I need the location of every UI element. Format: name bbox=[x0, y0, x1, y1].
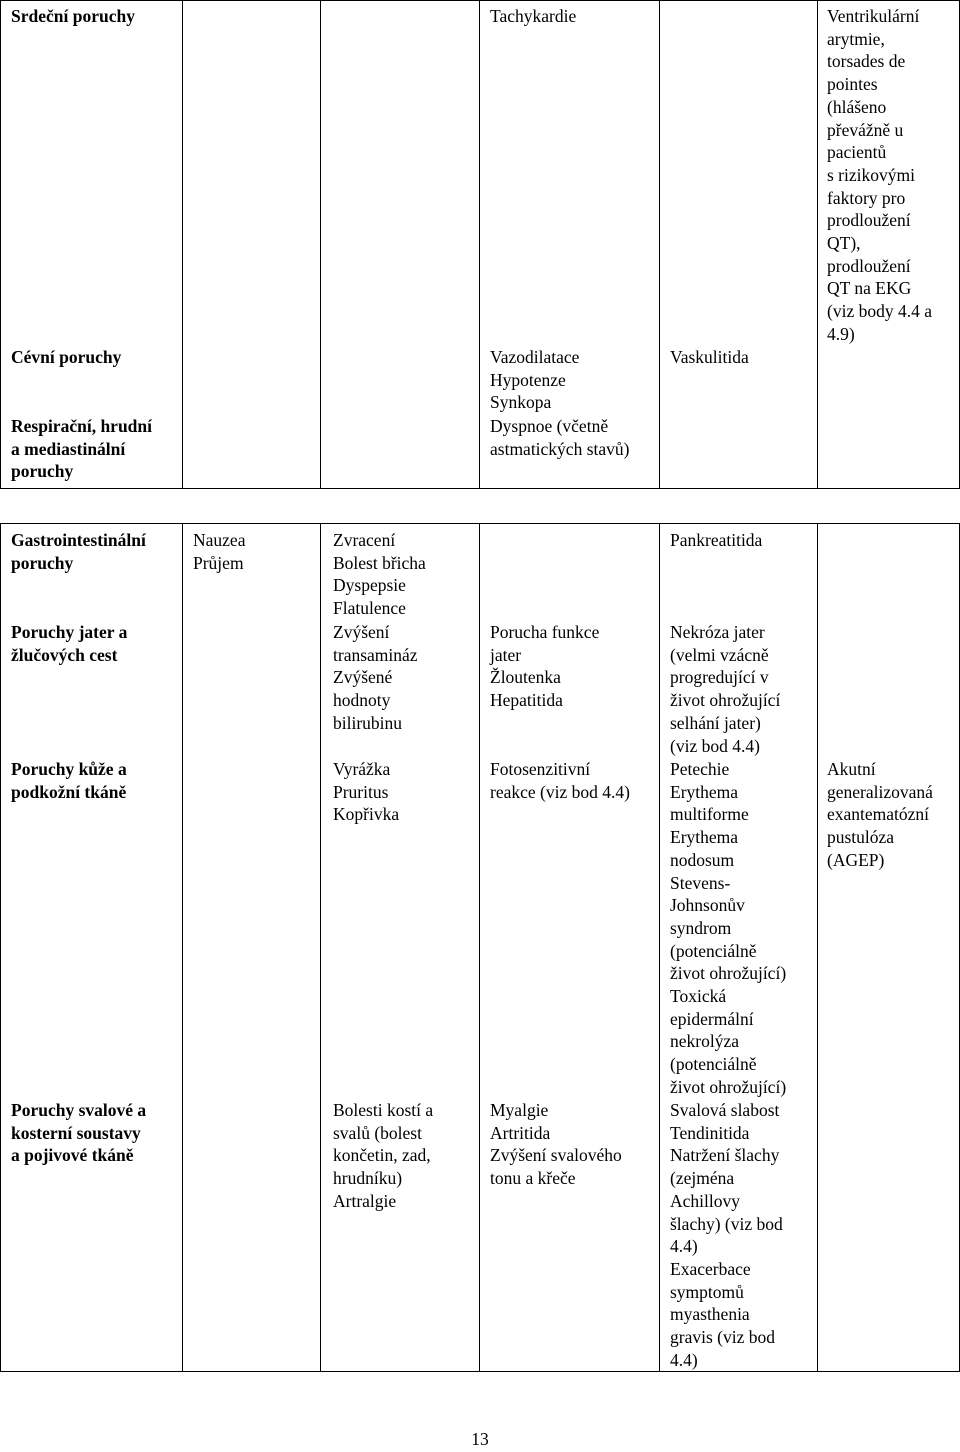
table2-col-divider bbox=[182, 523, 183, 1372]
table1-col-divider bbox=[479, 0, 480, 489]
table2-cell-fotosenzitivni: Fotosenzitivní reakce (viz bod 4.4) bbox=[490, 759, 630, 802]
table2-row-category: Gastrointestinální poruchy bbox=[11, 530, 146, 573]
table2-cell-myalgie: Myalgie Artritida Zvýšení svalového tonu a křeče bbox=[490, 1100, 622, 1189]
table1-row-category: Cévní poruchy bbox=[11, 347, 122, 367]
table1-cell-ventricular-arrhythmia: Ventrikulární arytmie, torsades de pointes (hlášeno převážně u pacientů s rizikovými faktory pro prodloužení QT), prodloužení QT na EKG (viz body 4.4 a 4.9) bbox=[827, 6, 932, 344]
table1-border-bottom bbox=[0, 488, 960, 489]
table2-col-divider bbox=[817, 523, 818, 1372]
table1-row-category: Respirační, hrudní a mediastinální poruchy bbox=[11, 416, 152, 482]
table2-border-left bbox=[0, 523, 1, 1372]
table2-row-category: Poruchy jater a žlučových cest bbox=[11, 622, 128, 665]
table2-cell-zvraceni: Zvracení Bolest břicha Dyspepsie Flatulence bbox=[333, 530, 426, 619]
table2-col-divider bbox=[479, 523, 480, 1372]
table1-col-divider bbox=[817, 0, 818, 489]
table2-cell-petechie: Petechie Erythema multiforme Erythema nodosum Stevens- Johnsonův syndrom (potenciálně život ohrožující) Toxická epidermální nekrolýza (potenciálně život ohrožující) bbox=[670, 759, 787, 1097]
table2-cell-nauzea: Nauzea Průjem bbox=[193, 530, 246, 573]
table1-row-category: Srdeční poruchy bbox=[11, 6, 135, 26]
table2-cell-porucha-funkce-jater: Porucha funkce jater Žloutenka Hepatitida bbox=[490, 622, 600, 711]
table2-border-top bbox=[0, 523, 960, 524]
table2-cell-vyrazka: Vyrážka Pruritus Kopřivka bbox=[333, 759, 400, 825]
table2-cell-svalova-slabost: Svalová slabost Tendinitida Natržení šlachy (zejména Achillovy šlachy) (viz bod 4.4) Exacerbace symptomů myasthenia gravis (viz bod 4.4) bbox=[670, 1100, 783, 1370]
table2-cell-pankreatitida: Pankreatitida bbox=[670, 530, 763, 550]
table1-col-divider bbox=[320, 0, 321, 489]
table1-cell-vasodilatation: Vazodilatace Hypotenze Synkopa bbox=[490, 347, 580, 413]
table1-cell-tachykardie: Tachykardie bbox=[490, 6, 577, 26]
table2-col-divider bbox=[320, 523, 321, 1372]
table1-cell-vaskulitida: Vaskulitida bbox=[670, 347, 749, 367]
table2-row-category: Poruchy svalové a kosterní soustavy a pojivové tkáně bbox=[11, 1100, 147, 1166]
table1-border-left bbox=[0, 0, 1, 489]
table2-border-bottom bbox=[0, 1371, 960, 1372]
table2-row-category: Poruchy kůže a podkožní tkáně bbox=[11, 759, 127, 802]
table2-cell-bolesti-kosti: Bolesti kostí a svalů (bolest končetin, zad, hrudníku) Artralgie bbox=[333, 1100, 434, 1211]
table1-col-divider bbox=[182, 0, 183, 489]
page-number: 13 bbox=[471, 1429, 489, 1449]
table2-cell-transaminaz: Zvýšení transamináz Zvýšené hodnoty bilirubinu bbox=[333, 622, 418, 733]
table2-cell-agep: Akutní generalizovaná exantematózní pustulóza (AGEP) bbox=[827, 759, 933, 870]
table2-col-divider bbox=[659, 523, 660, 1372]
table1-cell-dyspnoe: Dyspnoe (včetně astmatických stavů) bbox=[490, 416, 630, 459]
table1-border-top bbox=[0, 0, 960, 1]
table2-cell-nekroza-jater: Nekróza jater (velmi vzácně progredující v život ohrožující selhání jater) (viz bod 4.4) bbox=[670, 622, 781, 756]
table1-col-divider bbox=[659, 0, 660, 489]
